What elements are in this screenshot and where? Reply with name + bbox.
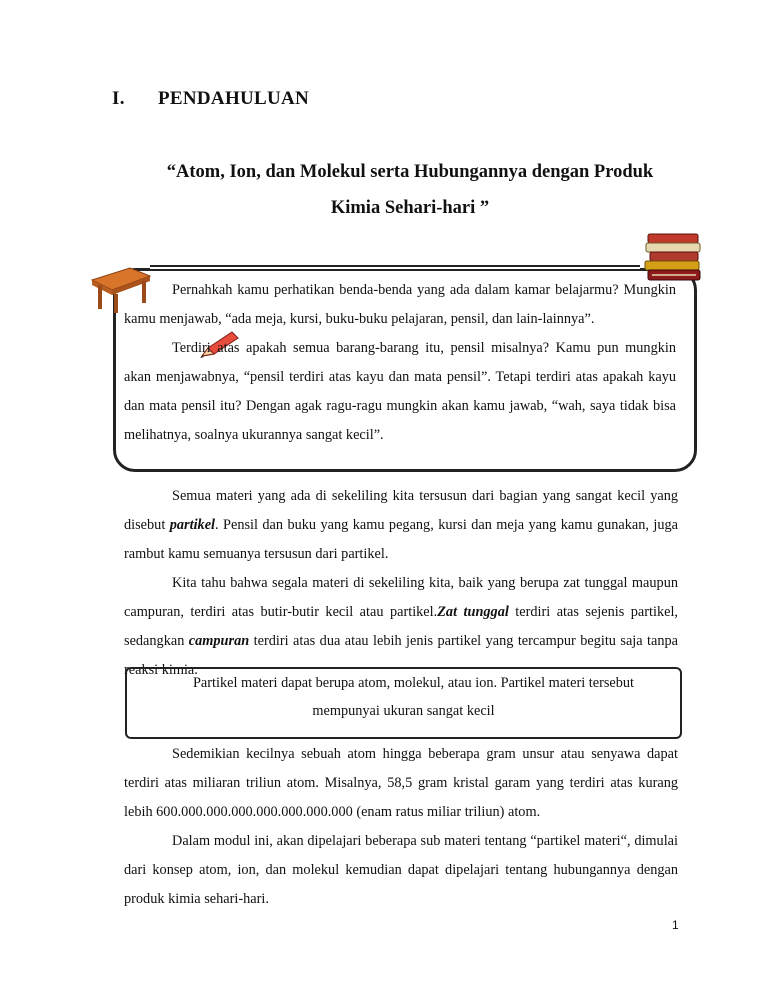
body-p2-text-a: Kita tahu bahwa segala materi di sekeliling kita, baik yang berupa zat tunggal maupun campuran, terdiri atas butir-butir kecil atau partikel. xyxy=(124,575,678,620)
body-p1-text-a: Semua materi yang ada di sekeliling kita tersusun dari bagian yang sangat kecil yang disebut xyxy=(124,488,678,533)
summary-line-1: Partikel materi dapat berupa atom, molekul, atau ion. Partikel materi tersebut xyxy=(192,675,635,691)
body-paragraph-4: Dalam modul ini, akan dipelajari beberapa sub materi tentang “partikel materi“, dimulai dari konsep atom, ion, dan molekul kemudian dapat dipelajari tentang hubungannya dengan produk kimia sehari-hari. xyxy=(124,833,678,907)
body-p2-text-b: terdiri atas sejenis partikel, sedangkan xyxy=(124,604,678,649)
body-p2-text-c: terdiri atas dua atau lebih jenis partikel yang tercampur begitu saja tanpa reaksi kimia. xyxy=(124,633,679,678)
summary-box xyxy=(125,667,682,739)
module-title xyxy=(110,154,710,226)
intro-box-top-rule xyxy=(150,265,640,267)
summary-line-2: mempunyai ukuran sangat kecil xyxy=(312,703,495,719)
section-heading xyxy=(112,88,309,110)
intro-paragraph-1: Pernahkah kamu perhatikan benda-benda yang ada dalam kamar belajarmu? Mungkin kamu menjawab, “ada meja, kursi, buku-buku pelajaran, pensil, dan lain-lainnya”. xyxy=(124,282,676,327)
body-paragraph-3: Sedemikian kecilnya sebuah atom hingga beberapa gram unsur atau senyawa dapat terdiri atas miliaran triliun atom. Misalnya, 58,5 gram kristal garam yang terdiri atas kurang lebih 600.000.000.000.000.000.000.000 (enam ratus miliar triliun) atom. xyxy=(124,746,678,820)
intro-paragraph-2: Terdiri atas apakah semua barang-barang itu, pensil misalnya? Kamu pun mungkin akan menjawabnya, “pensil terdiri atas kayu dan mata pensil”. Tetapi terdiri atas apakah kayu dan mata pensil itu? Dengan agak ragu-ragu mungkin akan kamu jawab, “wah, saya tidak bisa melihatnya, soalnya ukurannya sangat kecil”. xyxy=(124,340,676,443)
section-title: PENDAHULUAN xyxy=(158,88,310,109)
page-number: 1 xyxy=(672,918,679,932)
body-paragraph-1 xyxy=(124,482,678,569)
body-p1-text-b: . Pensil dan buku yang kamu pegang, kursi dan meja yang kamu gunakan, juga rambut kamu semuanya tersusun dari partikel. xyxy=(124,517,678,562)
body-text-bottom xyxy=(124,740,678,914)
module-title-line1: “Atom, Ion, dan Molekul serta Hubungannya dengan Produk xyxy=(166,162,654,182)
section-number: I. xyxy=(112,88,125,109)
term-zat-tunggal: Zat tunggal xyxy=(437,604,509,620)
module-title-line2: Kimia Sehari-hari ” xyxy=(330,198,490,218)
body-text-top xyxy=(124,482,678,685)
term-campuran: campuran xyxy=(188,633,250,649)
intro-box-text xyxy=(124,276,676,450)
term-partikel: partikel xyxy=(169,517,216,533)
